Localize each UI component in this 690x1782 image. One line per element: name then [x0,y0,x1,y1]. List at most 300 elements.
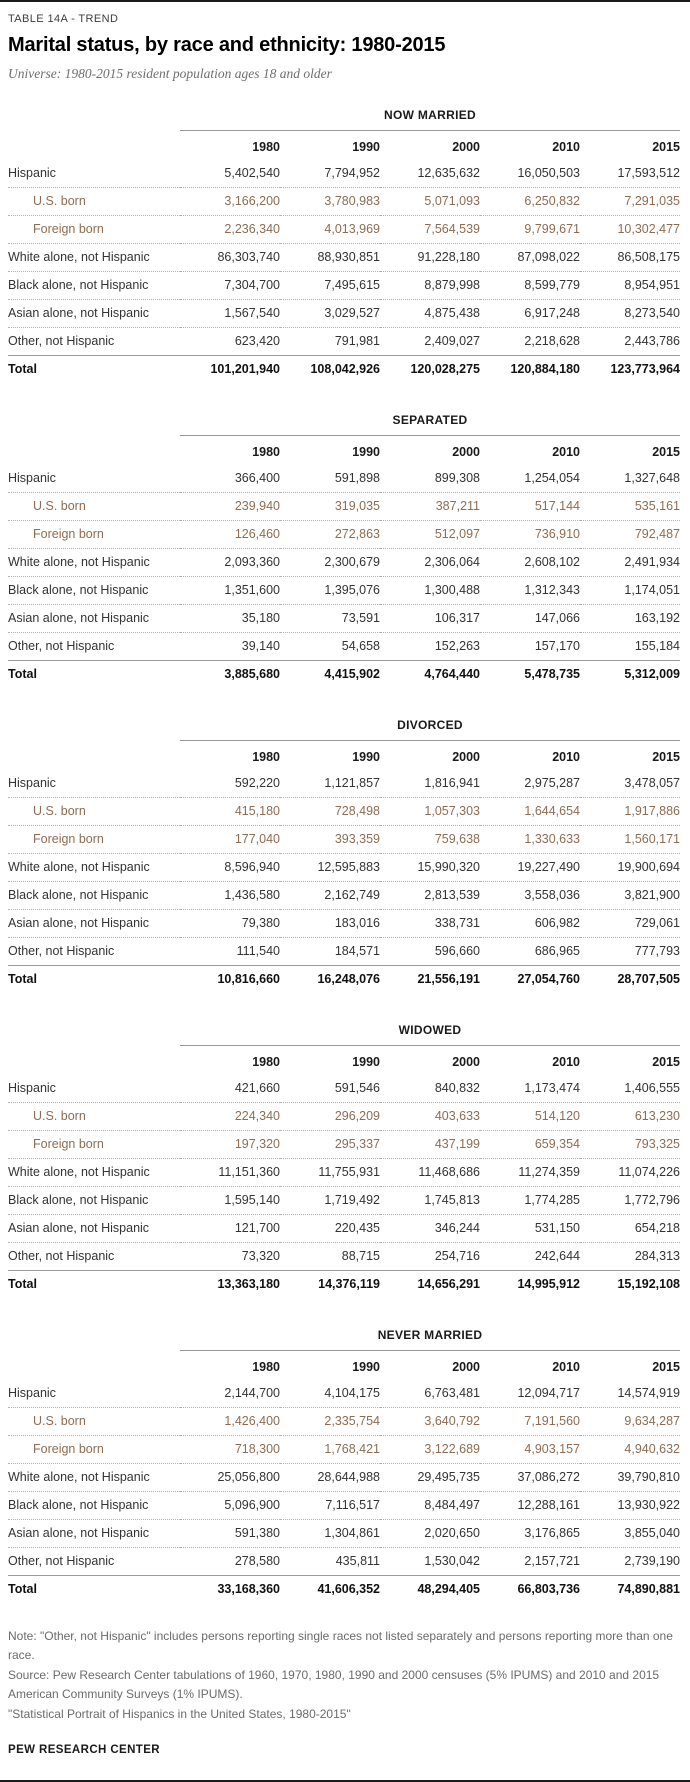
citation-text: "Statistical Portrait of Hispanics in the United States, 1980-2015" [8,1707,351,1722]
table-row [8,854,680,882]
value-cell: 3,885,680 [224,667,280,681]
year-column-header: 1990 [352,1055,380,1069]
value-cell: 4,104,175 [280,1380,380,1408]
value-cell: 437,199 [380,1131,480,1159]
table-row [8,465,680,493]
section-title-row [8,407,680,436]
value-cell: 12,288,161 [480,1492,580,1520]
value-cell: 517,144 [480,493,580,521]
table-row [8,1548,680,1576]
value-cell: 8,599,779 [480,272,580,300]
year-column-header: 1980 [252,1055,280,1069]
value-cell: 1,395,076 [280,577,380,605]
table-row [8,910,680,938]
value-cell: 54,658 [280,633,380,661]
value-cell: 39,140 [180,633,280,661]
table-row [8,1436,680,1464]
value-cell: 5,402,540 [180,160,280,188]
year-column-header: 2000 [452,750,480,764]
table-row [8,356,680,384]
row-label: Foreign born [8,1131,180,1159]
spacer-cell [8,1322,180,1351]
value-cell: 48,294,405 [417,1582,480,1596]
value-cell: 1,330,633 [480,826,580,854]
value-cell: 393,359 [280,826,380,854]
table-row [8,521,680,549]
value-cell: 659,354 [480,1131,580,1159]
value-cell: 1,719,492 [280,1187,380,1215]
value-cell: 284,313 [580,1243,680,1271]
value-cell: 73,591 [280,605,380,633]
table-row [8,1103,680,1131]
marital-status-table [8,1322,680,1603]
section-title: NOW MARRIED [180,102,680,131]
value-cell: 88,930,851 [280,244,380,272]
year-column-header: 1990 [352,1360,380,1374]
value-cell: 295,337 [280,1131,380,1159]
value-cell: 8,954,951 [580,272,680,300]
row-label: Black alone, not Hispanic [8,882,180,910]
value-cell: 415,180 [180,798,280,826]
value-cell: 4,875,438 [380,300,480,328]
value-cell: 1,173,474 [480,1075,580,1103]
universe-subtitle: Universe: 1980-2015 resident population ages 18 and older [8,66,332,81]
row-label: Hispanic [8,160,180,188]
table-head [8,1322,680,1380]
value-cell: 613,230 [580,1103,680,1131]
row-label: Total [8,362,37,376]
value-cell: 5,071,093 [380,188,480,216]
row-label: Other, not Hispanic [8,328,180,356]
value-cell: 11,074,226 [580,1159,680,1187]
value-cell: 591,898 [280,465,380,493]
value-cell: 120,884,180 [510,362,580,376]
table-row [8,1408,680,1436]
value-cell: 10,302,477 [580,216,680,244]
row-label: Black alone, not Hispanic [8,577,180,605]
year-column-header: 2000 [452,1055,480,1069]
value-cell: 3,855,040 [580,1520,680,1548]
section-title: DIVORCED [180,712,680,741]
value-cell: 155,184 [580,633,680,661]
year-column-header: 1990 [352,140,380,154]
value-cell: 14,376,119 [318,1277,380,1291]
table-row [8,1464,680,1492]
value-cell: 2,335,754 [280,1408,380,1436]
value-cell: 2,409,027 [380,328,480,356]
value-cell: 1,595,140 [180,1187,280,1215]
value-cell: 791,981 [280,328,380,356]
value-cell: 17,593,512 [580,160,680,188]
year-column-header: 1980 [252,140,280,154]
value-cell: 278,580 [180,1548,280,1576]
value-cell: 1,530,042 [380,1548,480,1576]
year-column-header: 2015 [652,140,680,154]
value-cell: 1,745,813 [380,1187,480,1215]
table-row [8,1380,680,1408]
year-column-header: 2000 [452,140,480,154]
value-cell: 12,635,632 [380,160,480,188]
value-cell: 86,508,175 [580,244,680,272]
year-header-row [8,436,680,466]
value-cell: 1,121,857 [280,770,380,798]
year-column-header: 1980 [252,750,280,764]
table-head [8,102,680,160]
value-cell: 8,484,497 [380,1492,480,1520]
value-cell: 623,420 [180,328,280,356]
year-column-header: 1980 [252,445,280,459]
value-cell: 2,218,628 [480,328,580,356]
value-cell: 66,803,736 [517,1582,580,1596]
top-rule [0,0,690,2]
row-label: Total [8,972,37,986]
row-label: White alone, not Hispanic [8,1464,180,1492]
value-cell: 2,813,539 [380,882,480,910]
value-cell: 3,029,527 [280,300,380,328]
row-label: Other, not Hispanic [8,633,180,661]
value-cell: 19,227,490 [480,854,580,882]
value-cell: 591,380 [180,1520,280,1548]
spacer-cell [8,131,180,161]
value-cell: 11,755,931 [280,1159,380,1187]
table-row [8,216,680,244]
value-cell: 239,940 [180,493,280,521]
row-label: Hispanic [8,770,180,798]
value-cell: 11,274,359 [480,1159,580,1187]
table-row [8,1075,680,1103]
value-cell: 4,903,157 [480,1436,580,1464]
value-cell: 21,556,191 [417,972,480,986]
table-row [8,188,680,216]
year-column-header: 2010 [552,750,580,764]
year-column-header: 1980 [252,1360,280,1374]
value-cell: 403,633 [380,1103,480,1131]
value-cell: 592,220 [180,770,280,798]
year-header-row [8,131,680,161]
value-cell: 147,066 [480,605,580,633]
value-cell: 2,491,934 [580,549,680,577]
value-cell: 346,244 [380,1215,480,1243]
value-cell: 8,273,540 [580,300,680,328]
value-cell: 1,304,861 [280,1520,380,1548]
value-cell: 387,211 [380,493,480,521]
table-row [8,1576,680,1604]
value-cell: 6,763,481 [380,1380,480,1408]
value-cell: 2,236,340 [180,216,280,244]
value-cell: 366,400 [180,465,280,493]
source-text: Source: Pew Research Center tabulations of 1960, 1970, 1980, 1990 and 2000 censuses (5% IPUMS) and 2010 and 2015 American Community Surveys (1% IPUMS). [8,1668,660,1701]
value-cell: 3,821,900 [580,882,680,910]
value-cell: 5,478,735 [524,667,580,681]
value-cell: 25,056,800 [180,1464,280,1492]
section-title-row [8,1322,680,1351]
value-cell: 2,739,190 [580,1548,680,1576]
value-cell: 1,254,054 [480,465,580,493]
marital-status-table [8,1017,680,1298]
table-row [8,938,680,966]
value-cell: 111,540 [180,938,280,966]
row-label: White alone, not Hispanic [8,244,180,272]
value-cell: 183,016 [280,910,380,938]
table-row [8,661,680,689]
table-row [8,1159,680,1187]
value-cell: 4,415,902 [324,667,380,681]
value-cell: 535,161 [580,493,680,521]
table-row [8,1271,680,1299]
value-cell: 121,700 [180,1215,280,1243]
value-cell: 3,478,057 [580,770,680,798]
row-label: White alone, not Hispanic [8,549,180,577]
value-cell: 3,780,983 [280,188,380,216]
row-label: Foreign born [8,521,180,549]
year-column-header: 2015 [652,1055,680,1069]
value-cell: 3,558,036 [480,882,580,910]
row-label: Asian alone, not Hispanic [8,910,180,938]
value-cell: 28,644,988 [280,1464,380,1492]
value-cell: 793,325 [580,1131,680,1159]
table-row [8,770,680,798]
value-cell: 11,468,686 [380,1159,480,1187]
year-column-header: 2015 [652,445,680,459]
value-cell: 2,300,679 [280,549,380,577]
spacer-cell [8,712,180,741]
value-cell: 319,035 [280,493,380,521]
value-cell: 108,042,926 [310,362,380,376]
value-cell: 686,965 [480,938,580,966]
value-cell: 163,192 [580,605,680,633]
value-cell: 197,320 [180,1131,280,1159]
row-label: Asian alone, not Hispanic [8,1215,180,1243]
value-cell: 37,086,272 [480,1464,580,1492]
value-cell: 2,020,650 [380,1520,480,1548]
value-cell: 101,201,940 [210,362,280,376]
year-column-header: 1990 [352,750,380,764]
year-column-header: 2010 [552,140,580,154]
value-cell: 729,061 [580,910,680,938]
value-cell: 3,640,792 [380,1408,480,1436]
value-cell: 14,574,919 [580,1380,680,1408]
value-cell: 12,094,717 [480,1380,580,1408]
value-cell: 1,300,488 [380,577,480,605]
spacer-cell [8,407,180,436]
row-label: Hispanic [8,465,180,493]
value-cell: 1,560,171 [580,826,680,854]
section-title-row [8,1017,680,1046]
row-label: Asian alone, not Hispanic [8,300,180,328]
row-label: Other, not Hispanic [8,1548,180,1576]
value-cell: 106,317 [380,605,480,633]
pew-research-center-brand: PEW RESEARCH CENTER [8,1743,161,1756]
value-cell: 1,567,540 [180,300,280,328]
value-cell: 2,608,102 [480,549,580,577]
table-row [8,633,680,661]
year-header-row [8,1351,680,1381]
value-cell: 152,263 [380,633,480,661]
table-row [8,826,680,854]
value-cell: 3,166,200 [180,188,280,216]
value-cell: 1,057,303 [380,798,480,826]
table-row [8,966,680,994]
table-row [8,549,680,577]
value-cell: 13,930,922 [580,1492,680,1520]
value-cell: 120,028,275 [410,362,480,376]
value-cell: 184,571 [280,938,380,966]
row-label: Black alone, not Hispanic [8,1492,180,1520]
value-cell: 9,634,287 [580,1408,680,1436]
year-column-header: 2010 [552,1360,580,1374]
value-cell: 8,596,940 [180,854,280,882]
value-cell: 79,380 [180,910,280,938]
value-cell: 512,097 [380,521,480,549]
table-row [8,160,680,188]
value-cell: 7,304,700 [180,272,280,300]
value-cell: 1,406,555 [580,1075,680,1103]
row-label: Asian alone, not Hispanic [8,605,180,633]
row-label: Other, not Hispanic [8,938,180,966]
table-head [8,407,680,465]
table-head [8,1017,680,1075]
year-column-header: 2015 [652,1360,680,1374]
table-row [8,577,680,605]
value-cell: 338,731 [380,910,480,938]
value-cell: 777,793 [580,938,680,966]
value-cell: 39,790,810 [580,1464,680,1492]
value-cell: 15,990,320 [380,854,480,882]
value-cell: 33,168,360 [217,1582,280,1596]
year-column-header: 1990 [352,445,380,459]
note-text: Note: "Other, not Hispanic" includes persons reporting single races not listed separately and persons reporting more than one race. [8,1629,673,1662]
value-cell: 2,157,721 [480,1548,580,1576]
value-cell: 11,151,360 [180,1159,280,1187]
row-label: Asian alone, not Hispanic [8,1520,180,1548]
value-cell: 531,150 [480,1215,580,1243]
row-label: Total [8,667,37,681]
table-body [8,160,680,383]
table-row [8,1215,680,1243]
spacer-cell [8,102,180,131]
value-cell: 2,162,749 [280,882,380,910]
value-cell: 736,910 [480,521,580,549]
row-label: Other, not Hispanic [8,1243,180,1271]
value-cell: 5,312,009 [624,667,680,681]
row-label: U.S. born [8,493,180,521]
value-cell: 3,122,689 [380,1436,480,1464]
table-head [8,712,680,770]
value-cell: 41,606,352 [317,1582,380,1596]
value-cell: 1,426,400 [180,1408,280,1436]
spacer-cell [8,741,180,771]
table-row [8,244,680,272]
value-cell: 1,351,600 [180,577,280,605]
value-cell: 224,340 [180,1103,280,1131]
value-cell: 4,940,632 [580,1436,680,1464]
year-column-header: 2000 [452,445,480,459]
marital-status-table [8,712,680,993]
value-cell: 728,498 [280,798,380,826]
table-row [8,1243,680,1271]
table-row [8,1520,680,1548]
value-cell: 514,120 [480,1103,580,1131]
year-header-row [8,1046,680,1076]
value-cell: 7,291,035 [580,188,680,216]
row-label: Black alone, not Hispanic [8,272,180,300]
table-row [8,1492,680,1520]
value-cell: 35,180 [180,605,280,633]
row-label: White alone, not Hispanic [8,854,180,882]
table-row [8,882,680,910]
value-cell: 3,176,865 [480,1520,580,1548]
value-cell: 1,174,051 [580,577,680,605]
row-label: Total [8,1582,37,1596]
section-title-row [8,102,680,131]
value-cell: 1,312,343 [480,577,580,605]
row-label: U.S. born [8,798,180,826]
year-column-header: 2010 [552,1055,580,1069]
spacer-cell [8,1017,180,1046]
section-title: NEVER MARRIED [180,1322,680,1351]
year-column-header: 2015 [652,750,680,764]
table-body [8,1380,680,1603]
value-cell: 1,644,654 [480,798,580,826]
value-cell: 1,768,421 [280,1436,380,1464]
row-label: Total [8,1277,37,1291]
table-body [8,770,680,993]
value-cell: 5,096,900 [180,1492,280,1520]
value-cell: 74,890,881 [617,1582,680,1596]
value-cell: 2,093,360 [180,549,280,577]
table-row [8,328,680,356]
value-cell: 1,327,648 [580,465,680,493]
value-cell: 1,774,285 [480,1187,580,1215]
value-cell: 86,303,740 [180,244,280,272]
value-cell: 1,436,580 [180,882,280,910]
row-label: Hispanic [8,1075,180,1103]
value-cell: 88,715 [280,1243,380,1271]
row-label: U.S. born [8,1103,180,1131]
row-label: U.S. born [8,1408,180,1436]
value-cell: 296,209 [280,1103,380,1131]
value-cell: 220,435 [280,1215,380,1243]
value-cell: 8,879,998 [380,272,480,300]
value-cell: 4,013,969 [280,216,380,244]
section-title: SEPARATED [180,407,680,436]
table-row [8,605,680,633]
value-cell: 435,811 [280,1548,380,1576]
value-cell: 272,863 [280,521,380,549]
value-cell: 91,228,180 [380,244,480,272]
marital-status-table [8,407,680,688]
table-row [8,1131,680,1159]
spacer-cell [8,436,180,466]
value-cell: 157,170 [480,633,580,661]
table-number-eyebrow: TABLE 14A - TREND [8,13,119,25]
value-cell: 421,660 [180,1075,280,1103]
table-row [8,300,680,328]
value-cell: 7,116,517 [280,1492,380,1520]
value-cell: 13,363,180 [217,1277,280,1291]
value-cell: 73,320 [180,1243,280,1271]
row-label: White alone, not Hispanic [8,1159,180,1187]
table-row [8,272,680,300]
value-cell: 6,917,248 [480,300,580,328]
value-cell: 6,250,832 [480,188,580,216]
value-cell: 27,054,760 [517,972,580,986]
value-cell: 7,794,952 [280,160,380,188]
value-cell: 7,495,615 [280,272,380,300]
value-cell: 1,917,886 [580,798,680,826]
value-cell: 242,644 [480,1243,580,1271]
value-cell: 7,564,539 [380,216,480,244]
